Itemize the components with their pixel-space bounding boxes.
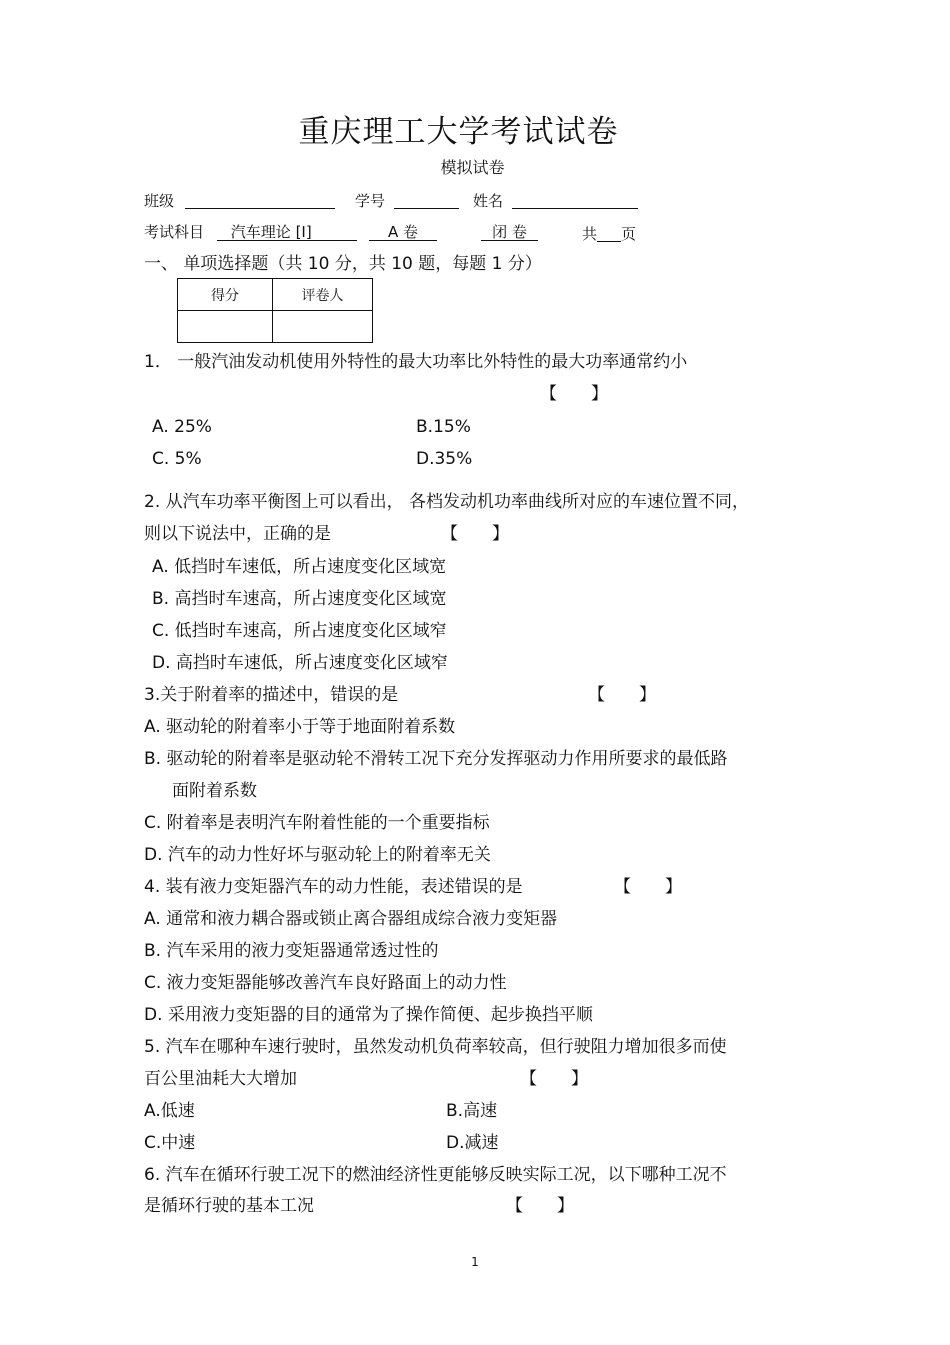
- grader-header: 评卷人: [273, 279, 373, 311]
- q5-option-a: A.低速: [144, 1101, 195, 1121]
- q2-stem-line1: 2. 从汽车功率平衡图上可以看出， 各档发动机功率曲线所对应的车速位置不同，: [144, 492, 750, 512]
- total-label: 共: [582, 225, 598, 243]
- score-header: 得分: [178, 279, 273, 311]
- q5-option-b: B.高速: [446, 1101, 498, 1121]
- student-id-blank: [394, 192, 459, 209]
- student-id-label: 学号: [355, 192, 386, 210]
- pages-label: 页: [621, 225, 637, 243]
- class-field: [144, 192, 335, 209]
- student-id-field: [355, 192, 459, 209]
- page-subtitle: 模拟试卷: [440, 158, 505, 177]
- q2-option-a: A. 低挡时车速低，所占速度变化区域宽: [152, 557, 447, 577]
- q1-option-c: C. 5%: [152, 449, 202, 469]
- q2-answer-bracket: 【 】: [441, 524, 509, 544]
- q4-option-a: A. 通常和液力耦合器或锁止离合器组成综合液力变矩器: [144, 909, 558, 929]
- q3-option-d: D. 汽车的动力性好坏与驱动轮上的附着率无关: [144, 845, 491, 865]
- q1-option-a: A. 25%: [152, 417, 212, 437]
- q5-option-c: C.中速: [144, 1133, 196, 1153]
- class-label: 班级: [144, 192, 175, 210]
- q4-stem: 4. 装有液力变矩器汽车的动力性能，表述错误的是: [144, 877, 523, 897]
- name-label: 姓名: [473, 192, 504, 210]
- q3-option-a: A. 驱动轮的附着率小于等于地面附着系数: [144, 717, 456, 737]
- score-table: [177, 278, 373, 343]
- q5-answer-bracket: 【 】: [520, 1069, 588, 1089]
- subject-field: [144, 225, 357, 241]
- section-heading: 一、 单项选择题（共 10 分，共 10 题，每题 1 分）: [144, 254, 542, 274]
- q2-option-c: C. 低挡时车速高，所占速度变化区域窄: [152, 621, 447, 641]
- paper-value: A 卷: [369, 225, 437, 241]
- grader-cell: [273, 311, 373, 343]
- q5-stem-line2: 百公里油耗大大增加: [144, 1069, 297, 1089]
- page-number: 1: [471, 1255, 479, 1269]
- name-field: [473, 192, 638, 209]
- q3-option-b-cont: 面附着系数: [172, 781, 257, 801]
- q5-stem-line1: 5. 汽车在哪种车速行驶时，虽然发动机负荷率较高，但行驶阻力增加很多而使: [144, 1037, 727, 1057]
- subject-label: 考试科目: [144, 223, 205, 241]
- q3-stem: 3.关于附着率的描述中，错误的是: [144, 685, 399, 705]
- q4-option-b: B. 汽车采用的液力变矩器通常透过性的: [144, 941, 439, 961]
- page-title: 重庆理工大学考试试卷: [298, 114, 619, 150]
- q2-option-d: D. 高挡时车速低，所占速度变化区域窄: [152, 653, 448, 673]
- name-blank: [512, 192, 638, 209]
- q1-option-d: D.35%: [416, 449, 473, 469]
- q4-option-c: C. 液力变矩器能够改善汽车良好路面上的动力性: [144, 973, 507, 993]
- q1-stem: 1． 一般汽油发动机使用外特性的最大功率比外特性的最大功率通常约小: [144, 352, 688, 372]
- page-count-blank: [597, 225, 621, 242]
- q1-answer-bracket: 【 】: [540, 384, 608, 404]
- class-blank: [185, 192, 335, 209]
- q3-option-c: C. 附着率是表明汽车附着性能的一个重要指标: [144, 813, 490, 833]
- q3-answer-bracket: 【 】: [588, 685, 656, 705]
- q4-answer-bracket: 【 】: [614, 877, 682, 897]
- page-count-field: [582, 225, 636, 242]
- q2-stem-line2: 则以下说法中，正确的是: [144, 524, 331, 544]
- score-cell: [178, 311, 273, 343]
- q2-option-b: B. 高挡时车速高，所占速度变化区域宽: [152, 589, 447, 609]
- q3-option-b: B. 驱动轮的附着率是驱动轮不滑转工况下充分发挥驱动力作用所要求的最低路: [144, 749, 728, 769]
- q5-option-d: D.减速: [446, 1133, 499, 1153]
- q1-option-b: B.15%: [416, 417, 471, 437]
- q6-stem-line1: 6. 汽车在循环行驶工况下的燃油经济性更能够反映实际工况，以下哪种工况不: [144, 1165, 727, 1185]
- q6-answer-bracket: 【 】: [506, 1196, 574, 1216]
- q4-option-d: D. 采用液力变矩器的目的通常为了操作简便、起步换挡平顺: [144, 1005, 593, 1025]
- exam-type-value: 闭 卷: [481, 225, 538, 241]
- q6-stem-line2: 是循环行驶的基本工况: [144, 1196, 314, 1216]
- subject-value: 汽车理论 [I]: [217, 225, 357, 241]
